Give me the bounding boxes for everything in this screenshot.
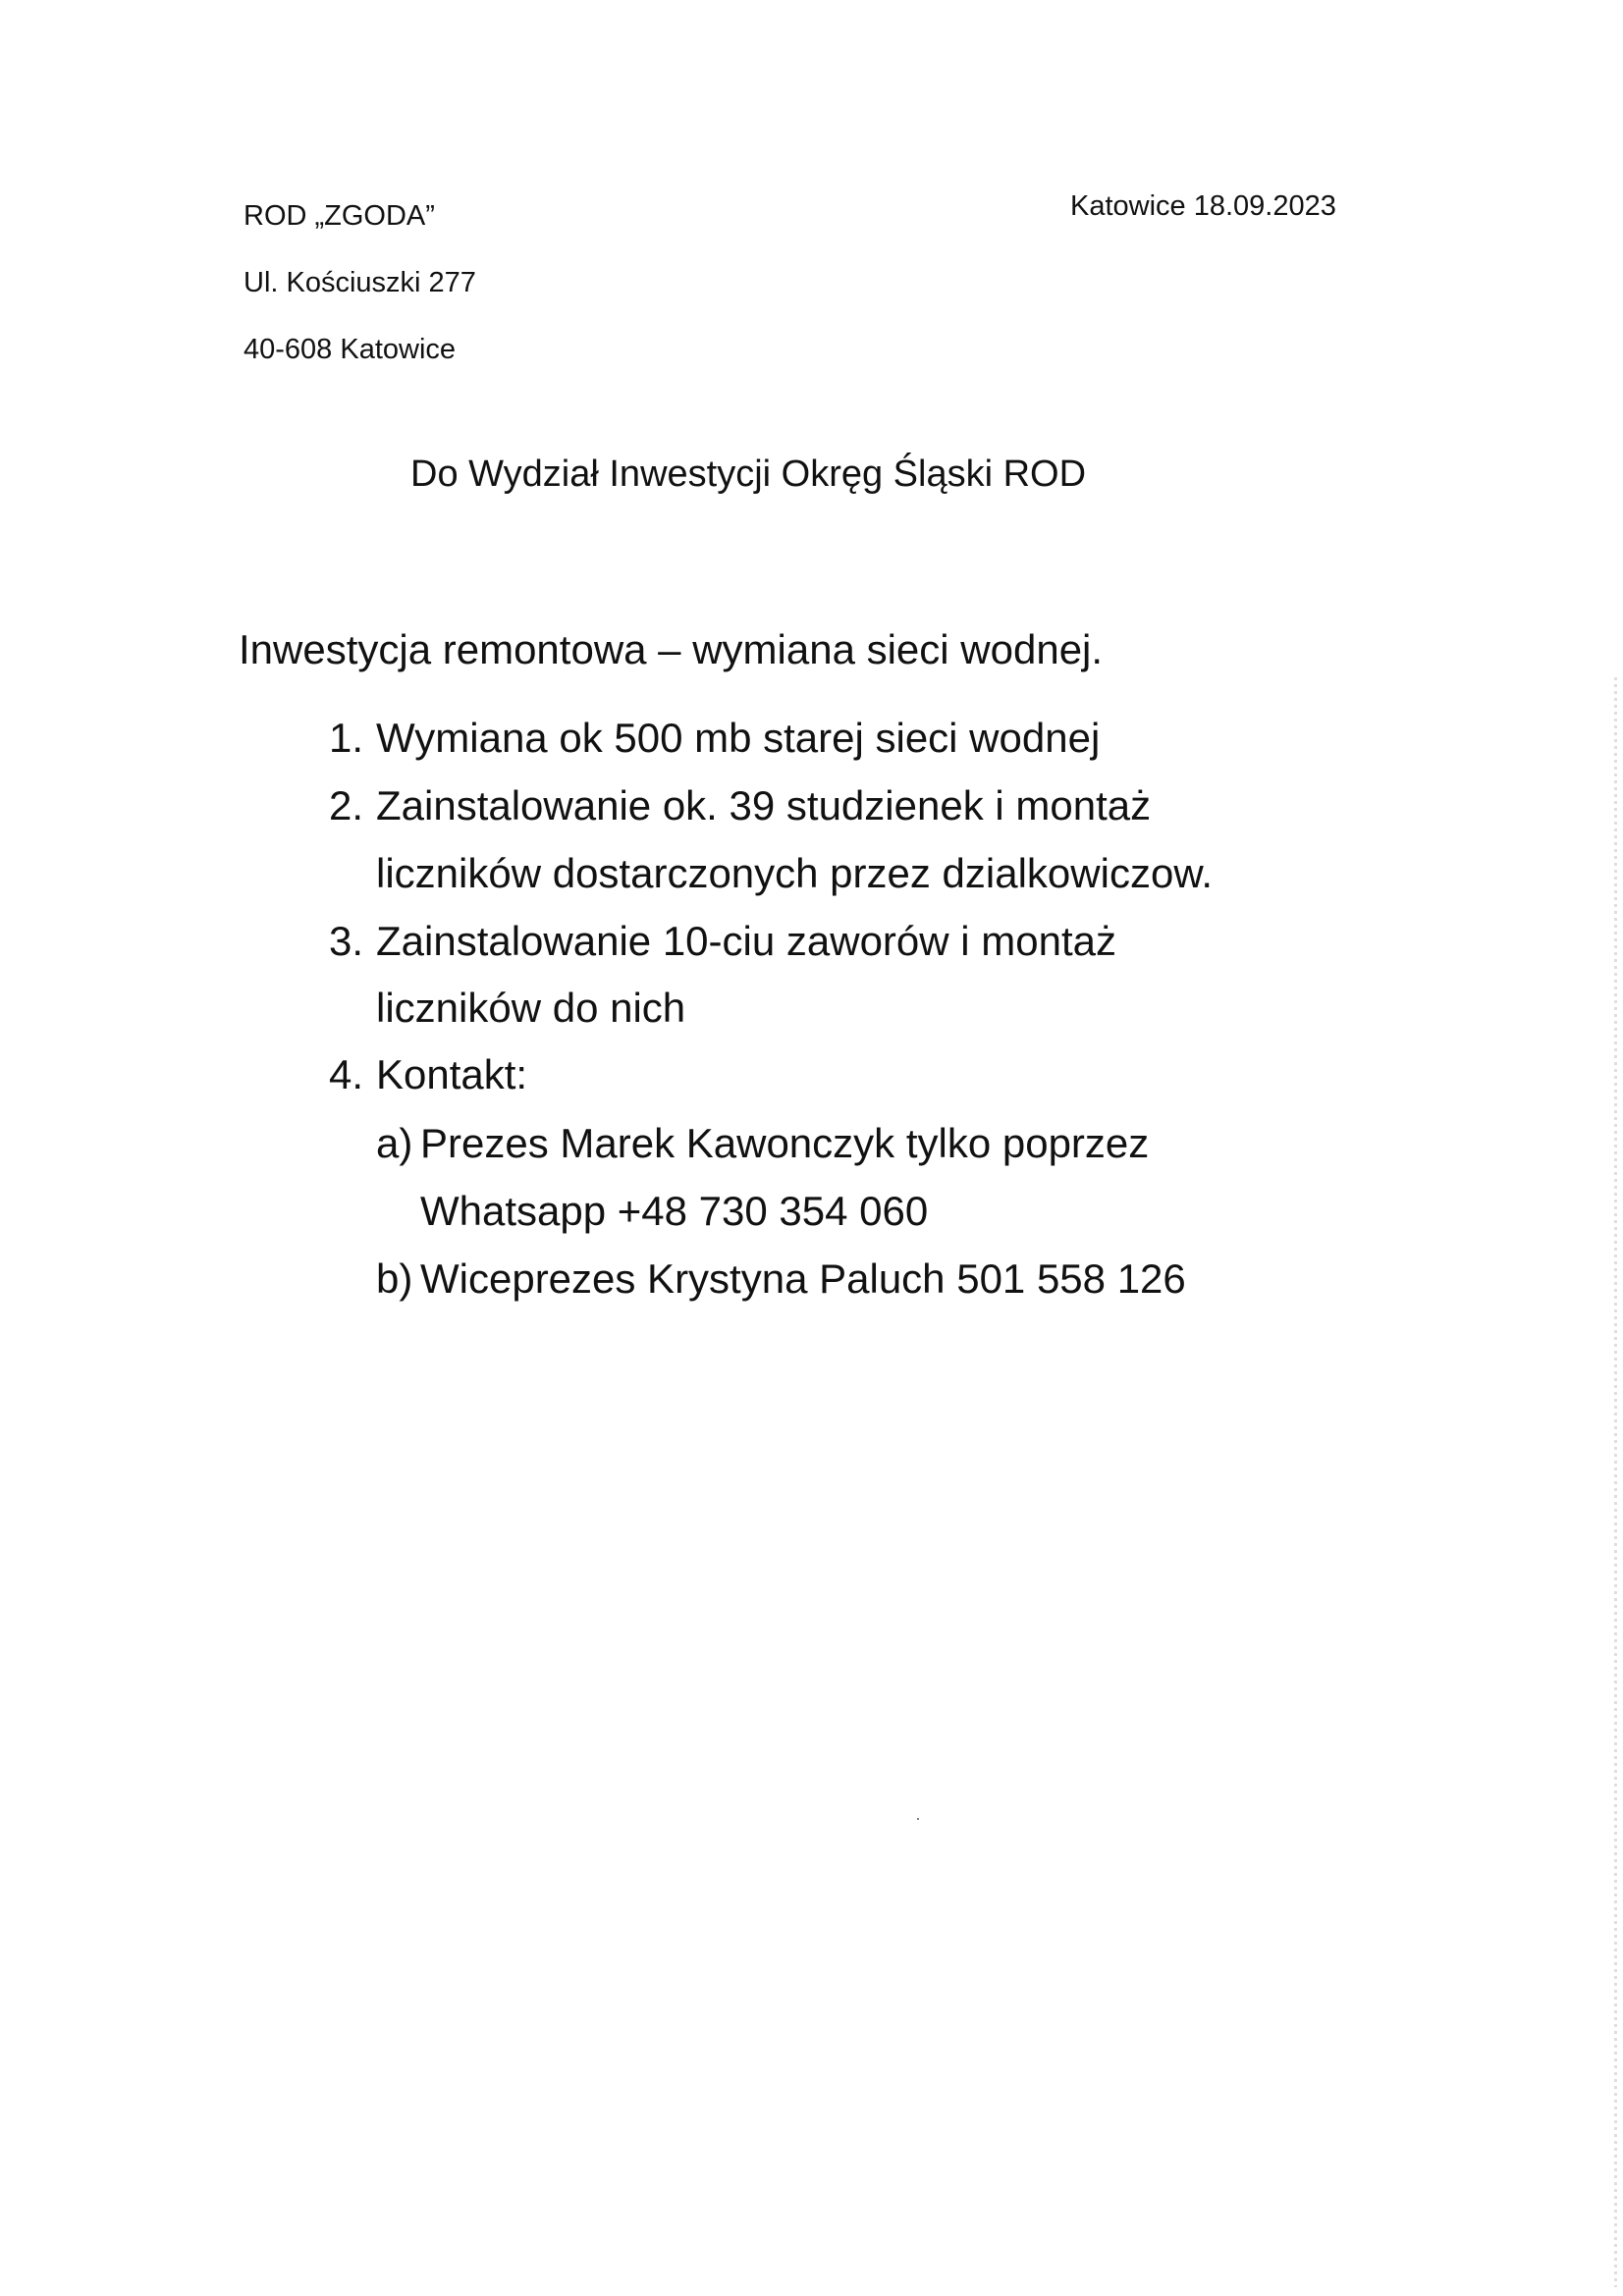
list-item-text: liczników dostarczonych przez dzialkowiczow. (376, 850, 1213, 896)
scan-speck (917, 1818, 919, 1820)
contact-text: Prezes Marek Kawonczyk tylko poprzez (420, 1120, 1150, 1166)
contact-text: Whatsapp +48 730 354 060 (420, 1188, 929, 1234)
list-item-number: 3. (329, 918, 364, 964)
sender-street: Ul. Kościuszki 277 (243, 267, 476, 298)
list-item-text: Zainstalowanie 10-ciu zaworów i montaż (376, 918, 1117, 964)
contact-letter: a) (376, 1120, 413, 1166)
list-item-text: Kontakt: (376, 1051, 528, 1097)
list-item-text: Wymiana ok 500 mb starej sieci wodnej (376, 715, 1101, 761)
recipient-line: Do Wydział Inwestycji Okręg Śląski ROD (410, 454, 1087, 495)
list-item-text: Zainstalowanie ok. 39 studzienek i montaż (376, 782, 1152, 828)
list-item-text: liczników do nich (376, 985, 686, 1031)
list-item-number: 2. (329, 782, 364, 828)
list-item-number: 4. (329, 1051, 364, 1097)
list-item-number: 1. (329, 715, 364, 761)
sender-address (243, 183, 476, 383)
contact-text: Wiceprezes Krystyna Paluch 501 558 126 (420, 1255, 1186, 1302)
sender-name: ROD „ZGODA” (243, 200, 435, 232)
scan-edge-artifact (1614, 677, 1617, 2287)
sender-postal-city: 40-608 Katowice (243, 334, 457, 365)
contact-letter: b) (376, 1255, 413, 1302)
place-date: Katowice 18.09.2023 (1070, 190, 1336, 222)
subject-line: Inwestycja remontowa – wymiana sieci wodnej. (239, 626, 1104, 672)
